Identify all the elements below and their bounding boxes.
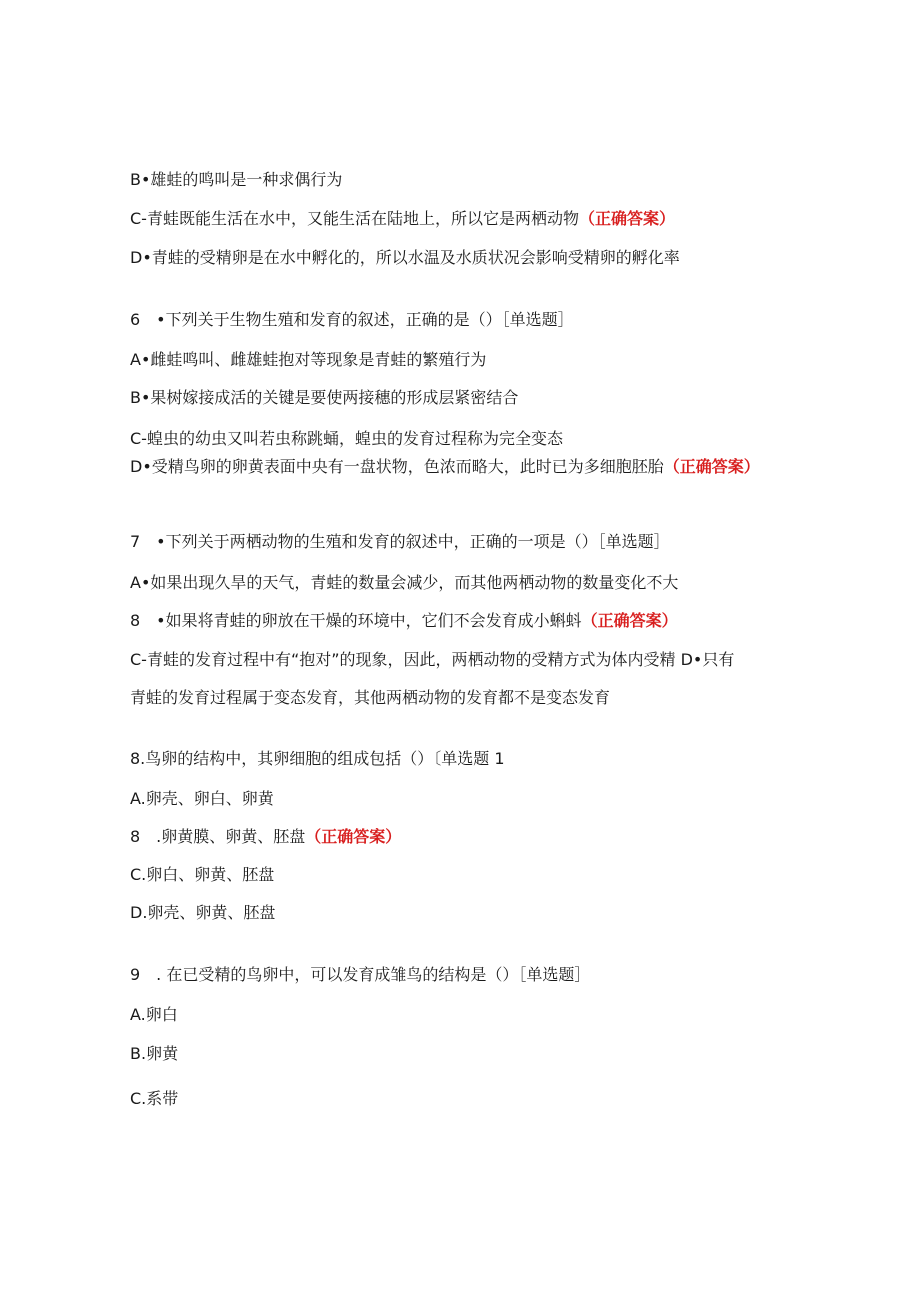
question-text: 8.鸟卵的结构中，其卵细胞的组成包括（）〔单选题 1 (130, 749, 505, 768)
q6-question (130, 308, 574, 332)
option-text: A•如果出现久旱的天气，青蛙的数量会减少，而其他两栖动物的数量变化不大 (130, 573, 679, 592)
option-text: B•果树嫁接成活的关键是要使两接穗的形成层紧密结合 (130, 388, 519, 407)
option-text: C-蝗虫的幼虫又叫若虫称跳蛹，蝗虫的发育过程称为完全变态 (130, 429, 563, 448)
q6-option-b (130, 386, 518, 410)
q7-option-c-line2 (130, 686, 610, 710)
q5-option-c (130, 207, 675, 231)
q8-option-d (130, 901, 275, 925)
option-text: C-青蛙既能生活在水中，又能生活在陆地上，所以它是两栖动物 (130, 209, 579, 228)
option-text: C-青蛙的发育过程中有“抱对”的现象，因此，两栖动物的受精方式为体内受精 D•只有 (130, 650, 735, 669)
q9-option-a (130, 1003, 178, 1027)
q7-option-c-line1 (130, 648, 734, 672)
q8-option-c (130, 863, 274, 887)
option-text: C.卵白、卵黄、胚盘 (130, 865, 275, 884)
option-text: B•雄蛙的鸣叫是一种求偶行为 (130, 170, 343, 189)
correct-answer-mark: （正确答案） (578, 209, 675, 228)
option-text: D•受精鸟卵的卵黄表面中央有一盘状物，色浓而略大，此时已为多细胞胚胎 (130, 457, 664, 476)
q6-option-d (130, 455, 770, 479)
question-text: 9 . 在已受精的鸟卵中，可以发育成雏鸟的结构是（）［单选题］ (130, 965, 591, 984)
q6-option-a (130, 348, 486, 372)
q8-option-a (130, 787, 274, 811)
q9-question (130, 963, 590, 987)
question-text: 7 •下列关于两栖动物的生殖和发育的叙述中，正确的一项是（）［单选题］ (130, 532, 670, 551)
q9-option-c (130, 1087, 178, 1111)
option-text: C.系带 (130, 1089, 179, 1108)
option-text: 8 •如果将青蛙的卵放在干燥的环境中，它们不会发育成小蝌蚪 (130, 611, 582, 630)
option-text: A.卵壳、卵白、卵黄 (130, 789, 274, 808)
q6-option-c (130, 427, 563, 451)
q5-option-b (130, 168, 342, 192)
correct-answer-mark: （正确答案） (581, 611, 678, 630)
correct-answer-mark: （正确答案） (305, 827, 402, 846)
option-text: A•雌蛙鸣叫、雌雄蛙抱对等现象是青蛙的繁殖行为 (130, 350, 487, 369)
option-text: D.卵壳、卵黄、胚盘 (130, 903, 276, 922)
option-text: 青蛙的发育过程属于变态发育，其他两栖动物的发育都不是变态发育 (130, 688, 611, 707)
option-text: A.卵白 (130, 1005, 178, 1024)
q7-option-b (130, 609, 678, 633)
q8-question (130, 747, 505, 771)
q8-option-b (130, 825, 401, 849)
question-text: 6 •下列关于生物生殖和发育的叙述，正确的是（）［单选题］ (130, 310, 574, 329)
option-text: B.卵黄 (130, 1044, 179, 1063)
q7-question (130, 530, 670, 554)
q9-option-b (130, 1042, 178, 1066)
option-text: 8 .卵黄膜、卵黄、胚盘 (130, 827, 306, 846)
correct-answer-mark: （正确答案） (663, 457, 760, 476)
option-text: D•青蛙的受精卵是在水中孵化的，所以水温及水质状况会影响受精卵的孵化率 (130, 248, 680, 267)
q5-option-d (130, 246, 680, 270)
q7-option-a (130, 571, 678, 595)
